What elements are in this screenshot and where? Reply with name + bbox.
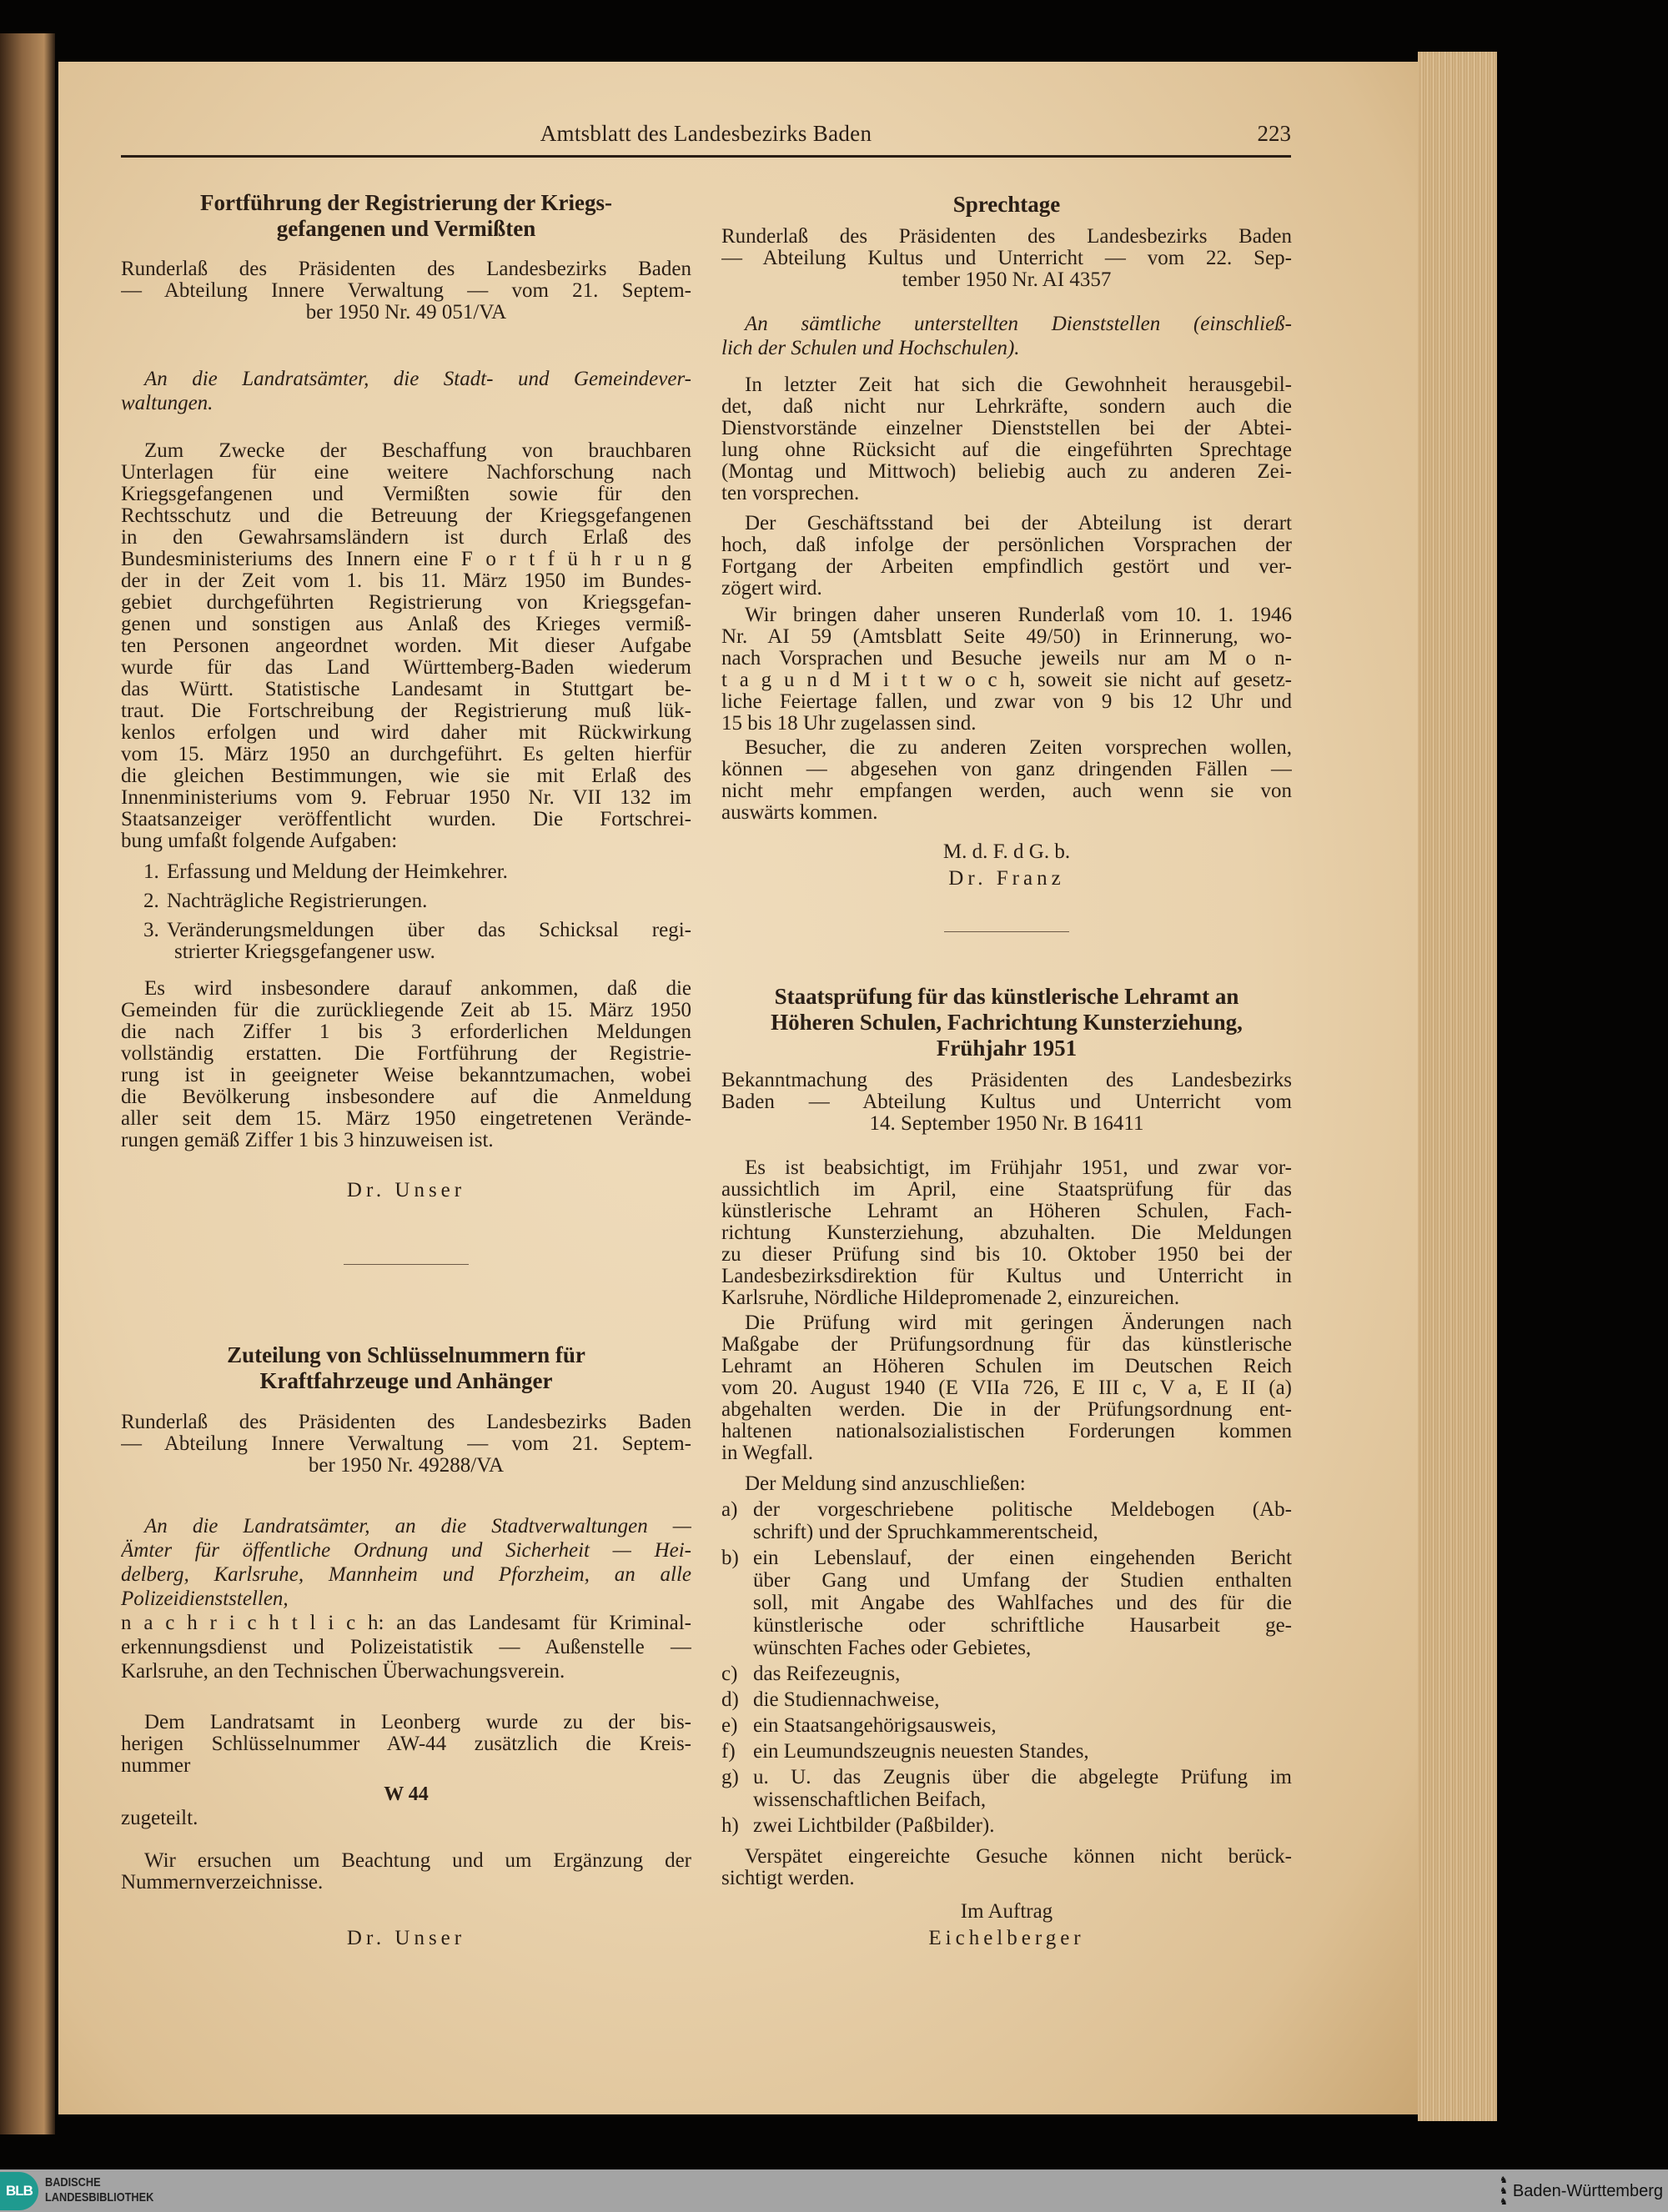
text-line: Runderlaß des Präsidenten des Landesbezirks Baden (121, 258, 691, 280)
text-line: erkennungsdienst und Polizeistatistik — Außenstelle — (121, 1636, 691, 1658)
article-title (121, 1342, 691, 1394)
text-line: t a g u n d M i t t w o c h, soweit sie nicht auf gesetz- (721, 670, 1292, 691)
list-item-label: 3. (143, 919, 159, 941)
addressee-note (121, 1514, 691, 1611)
text-line: Dr. Franz (948, 867, 1065, 890)
text-line: nummer (121, 1754, 191, 1777)
text-line: delberg, Karlsruhe, Mannheim und Pforzheim, an alle (121, 1563, 691, 1586)
list-item (721, 1663, 1292, 1685)
text-line: Ämter für öffentliche Ordnung und Sicherheit — Hei- (121, 1539, 691, 1562)
text-line: Innenministeriums vom 9. Februar 1950 Nr. VII 132 im (121, 787, 691, 809)
paragraph (721, 374, 1292, 504)
text-line: (Montag und Mittwoch) beliebig auch zu anderen Zei- (721, 461, 1292, 483)
list-item-label: g) (721, 1766, 739, 1788)
text-line: 15 bis 18 Uhr zugelassen sind. (721, 712, 977, 735)
text-line: M. d. F. d G. b. (942, 840, 1071, 863)
text-line: vollständig erstatten. Die Fortführung der Registrie- (121, 1043, 691, 1065)
text-line: waltungen. (121, 392, 214, 414)
text-line: Fortführung der Registrierung der Kriegs- (200, 190, 612, 215)
text-line: Frühjahr 1951 (936, 1036, 1078, 1061)
text-line: Landesbezirksdirektion für Kultus und Unterricht in (721, 1266, 1292, 1287)
signature-line (721, 1901, 1292, 1923)
text-line: herigen Schlüsselnummer AW-44 zusätzlich die Kreis- (121, 1733, 691, 1755)
decree-reference (721, 226, 1292, 291)
book-page-edges (1418, 52, 1497, 2121)
key-number (121, 1783, 691, 1805)
footer-bar (0, 2169, 1668, 2212)
text-line: Polizeidienststellen, (121, 1588, 289, 1610)
text-line: Dr. Unser (346, 1179, 466, 1201)
text-line: tember 1950 Nr. AI 4357 (902, 268, 1112, 291)
paragraph (721, 1312, 1292, 1464)
signature (721, 868, 1292, 890)
text-line: An sämtliche unterstellten Dienststellen (einschließ- (745, 313, 1292, 335)
text-line: zugeteilt. (121, 1807, 198, 1829)
list-item (721, 1714, 1292, 1737)
addressee-note (121, 1611, 691, 1683)
text-line: zwei Lichtbilder (Paßbilder). (753, 1814, 995, 1837)
blb-logo[interactable]: BLB (0, 2172, 38, 2210)
list-item-label: 2. (143, 890, 159, 912)
paragraph (721, 1473, 1292, 1495)
lion-icon: ♞ ♞ ♞ (1500, 2174, 1508, 2207)
paragraph (721, 737, 1292, 824)
text-line: Nummernverzeichnisse. (121, 1871, 324, 1893)
text-line: rungen gemäß Ziffer 1 bis 3 hinzuweisen ist. (121, 1129, 494, 1151)
text-line: lich der Schulen und Hochschulen). (721, 337, 1020, 359)
text-line: sichtigt werden. (721, 1867, 855, 1889)
signature (121, 1928, 691, 1949)
baden-wuerttemberg-logo[interactable] (1500, 2174, 1663, 2209)
text-line: ten vorsprechen. (721, 482, 860, 504)
text-line: det, daß nicht nur Lehrkräfte, sondern auch die (721, 396, 1292, 418)
text-line: — Abteilung Innere Verwaltung — vom 21. Septem- (121, 280, 691, 302)
text-line: die Bevölkerung insbesondere auf die Anmeldung (121, 1086, 691, 1108)
list-item-label: 1. (143, 860, 159, 883)
text-line: An die Landratsämter, an die Stadtverwaltungen — (144, 1515, 691, 1537)
section-divider (944, 931, 1069, 932)
text-line: aller seit dem 15. März 1950 eingetretenen Verände- (121, 1108, 691, 1130)
paragraph (721, 604, 1292, 735)
text-line: Verspätet eingereichte Gesuche können nicht berück- (745, 1846, 1292, 1868)
text-line: in den Gewahrsamsländern ist durch Erlaß des (121, 527, 691, 549)
paragraph (721, 513, 1292, 599)
list-item (721, 1766, 1292, 1811)
text-line: ein Staatsangehörigsausweis, (753, 1714, 997, 1737)
text-line: Lehramt an Höheren Schulen im Deutschen Reich (721, 1356, 1292, 1377)
list-item (121, 861, 691, 883)
text-line: ber 1950 Nr. 49288/VA (308, 1454, 505, 1477)
text-line: 14. September 1950 Nr. B 16411 (869, 1112, 1144, 1135)
text-line: Es wird insbesondere darauf ankommen, daß die (144, 978, 691, 1000)
text-line: können — abgesehen von ganz dringenden Fällen — (721, 759, 1292, 780)
text-line: u. U. das Zeugnis über die abgelegte Prüfung im (753, 1766, 1292, 1788)
text-line: Nachträgliche Registrierungen. (167, 890, 428, 912)
text-line: das Württ. Statistische Landesamt in Stuttgart be- (121, 679, 691, 700)
paragraph (121, 1808, 691, 1829)
text-line: Rechtsschutz und die Betreuung der Kriegsgefangenen (121, 505, 691, 527)
running-header (121, 121, 1291, 151)
text-line: lung ohne Rücksicht auf die eingeführten Sprechtage (721, 439, 1292, 461)
library-name-line2: LANDESBIBLIOTHEK (45, 2190, 154, 2204)
list-item-label: b) (721, 1547, 739, 1569)
text-line: W 44 (384, 1783, 429, 1805)
text-line: zu dieser Prüfung sind bis 10. Oktober 1950 bei der (721, 1244, 1292, 1266)
addressee-note (121, 367, 691, 415)
text-line: Unterlagen für eine weitere Nachforschung nach (121, 462, 691, 484)
text-line: vom 15. März 1950 an durchgeführt. Es gelten hierfür (121, 744, 691, 765)
text-line: die nach Ziffer 1 bis 3 erforderlichen Meldungen (121, 1021, 691, 1043)
paragraph (121, 440, 691, 852)
text-line: Zum Zwecke der Beschaffung von brauchbaren (144, 440, 691, 462)
text-line: Bundesministeriums des Innern eine F o r t f ü h r u n g (121, 549, 691, 570)
text-line: genen und sonstigen aus Anlaß des Krieges vermiß- (121, 614, 691, 635)
signature (721, 1928, 1292, 1949)
text-line: zögert wird. (721, 577, 822, 599)
text-line: Kraftfahrzeuge und Anhänger (259, 1368, 553, 1393)
text-line: bung umfaßt folgende Aufgaben: (121, 830, 398, 852)
list-item (721, 1498, 1292, 1543)
text-line: Baden — Abteilung Kultus und Unterricht vom (721, 1091, 1292, 1113)
text-line: richtung Kunsterziehung, abzuhalten. Die Meldungen (721, 1222, 1292, 1244)
text-line: das Reifezeugnis, (753, 1663, 901, 1685)
text-line: In letzter Zeit hat sich die Gewohnheit herausgebil- (745, 374, 1292, 396)
text-line: ein Lebenslauf, der einen eingehenden Bericht (753, 1547, 1292, 1569)
signature-line (721, 841, 1292, 863)
text-line: Veränderungsmeldungen über das Schicksal regi- (167, 920, 691, 941)
text-line: die gleichen Bestimmungen, wie sie mit Erlaß des (121, 765, 691, 787)
text-line: Staatsprüfung für das künstlerische Lehramt an (774, 984, 1239, 1009)
list-item-label: e) (721, 1714, 738, 1737)
state-name: Baden-Württemberg (1512, 2181, 1663, 2200)
list-item (721, 1688, 1292, 1711)
library-name-line1: BADISCHE (45, 2175, 101, 2189)
text-line: Kriegsgefangenen und Vermißten sowie für den (121, 484, 691, 505)
text-line: soll, mit Angabe des Wahlfaches und des für die (753, 1592, 1292, 1614)
page-number: 223 (1257, 121, 1291, 146)
list-item-label: f) (721, 1740, 736, 1763)
text-line: An die Landratsämter, die Stadt- und Gemeindever- (144, 368, 691, 390)
paragraph (121, 1712, 691, 1777)
text-line: liche Feiertage fallen, und zwar von 9 bis 12 Uhr und (721, 691, 1292, 713)
text-line: schrift) und der Spruchkammerentscheid, (753, 1521, 1098, 1543)
section-divider (344, 1264, 469, 1265)
text-line: Dr. Unser (346, 1927, 466, 1949)
text-line: Nr. AI 59 (Amtsblatt Seite 49/50) in Erinnerung, wo- (721, 626, 1292, 648)
text-line: Im Auftrag (960, 1900, 1053, 1923)
text-line: künstlerische oder schriftliche Hausarbeit ge- (753, 1614, 1292, 1637)
paragraph (121, 978, 691, 1151)
list-item-label: a) (721, 1498, 738, 1521)
text-line: Karlsruhe, Nördliche Hildepromenade 2, einzureichen. (721, 1287, 1180, 1309)
journal-title: Amtsblatt des Landesbezirks Baden (540, 121, 872, 146)
text-line: wünschten Faches oder Gebietes, (753, 1637, 1032, 1659)
text-line: ten Personen angeordnet worden. Mit dieser Aufgabe (121, 635, 691, 657)
text-line: Erfassung und Meldung der Heimkehrer. (167, 860, 508, 883)
text-line: aussichtlich im April, eine Staatsprüfung für das (721, 1179, 1292, 1201)
list-item (121, 890, 691, 912)
paragraph (721, 1846, 1292, 1889)
list-item (721, 1740, 1292, 1763)
previous-page-edge (0, 33, 55, 2134)
text-line: ein Leumundszeugnis neuesten Standes, (753, 1740, 1089, 1763)
list-item (121, 920, 691, 963)
text-line: Der Meldung sind anzuschließen: (745, 1472, 1026, 1495)
decree-reference (121, 1412, 691, 1477)
text-line: der in der Zeit vom 1. bis 11. März 1950 im Bundes- (121, 570, 691, 592)
text-line: Dienstvorstände einzelner Dienststellen bei der Abtei- (721, 418, 1292, 439)
text-line: vom 20. August 1940 (E VIIa 726, E III c, V a, E II (a) (721, 1377, 1292, 1399)
text-line: Staatsanzeiger veröffentlicht wurden. Die Fortschrei- (121, 809, 691, 830)
decree-reference (121, 258, 691, 324)
article-title (121, 190, 691, 242)
text-line: kenlos erfolgen und wird daher mit Rückwirkung (121, 722, 691, 744)
text-line: Der Geschäftsstand bei der Abteilung ist derart (745, 513, 1292, 534)
text-line: Wir ersuchen um Beachtung und um Ergänzung der (144, 1850, 691, 1872)
paragraph (721, 1157, 1292, 1309)
text-line: gebiet durchgeführten Registrierung von Kriegsgefan- (121, 592, 691, 614)
list-item-label: d) (721, 1688, 739, 1711)
text-line: Gemeinden für die zurückliegende Zeit ab 15. März 1950 (121, 1000, 691, 1021)
article-title (721, 984, 1292, 1061)
text-line: wissenschaftlichen Beifach, (753, 1788, 987, 1811)
text-line: Karlsruhe, an den Technischen Überwachungsverein. (121, 1660, 565, 1683)
text-line: in Wegfall. (721, 1442, 813, 1464)
text-line: nach Vorsprachen und Besuche jeweils nur am M o n- (721, 648, 1292, 670)
text-line: Bekanntmachung des Präsidenten des Landesbezirks (721, 1070, 1292, 1091)
text-line: Sprechtage (952, 192, 1061, 217)
article-title (721, 192, 1292, 218)
signature (121, 1180, 691, 1201)
text-line: abgehalten werden. Die in der Prüfungsordnung ent- (721, 1399, 1292, 1421)
decree-reference (721, 1070, 1292, 1135)
list-item-label: h) (721, 1814, 739, 1837)
text-line: gefangenen und Vermißten (276, 216, 536, 241)
list-item-label: c) (721, 1663, 738, 1685)
text-line: — Abteilung Innere Verwaltung — vom 21. Septem- (121, 1433, 691, 1455)
text-line: Die Prüfung wird mit geringen Änderungen nach (745, 1312, 1292, 1334)
text-line: Zuteilung von Schlüsselnummern für (227, 1342, 585, 1367)
list-item (721, 1547, 1292, 1659)
text-line: wurde für das Land Württemberg-Baden wiederum (121, 657, 691, 679)
text-line: Besucher, die zu anderen Zeiten vorsprechen wollen, (745, 737, 1292, 759)
paragraph (121, 1850, 691, 1893)
text-line: rung ist in geeigneter Weise bekanntzumachen, wobei (121, 1065, 691, 1086)
text-line: Eichelberger (928, 1927, 1085, 1949)
text-line: Runderlaß des Präsidenten des Landesbezirks Baden (121, 1412, 691, 1433)
text-line: die Studiennachweise, (753, 1688, 940, 1711)
text-line: über Gang und Umfang der Studien enthalten (753, 1569, 1292, 1592)
text-line: auswärts kommen. (721, 801, 878, 824)
text-line: Runderlaß des Präsidenten des Landesbezirks Baden (721, 226, 1292, 248)
text-line: strierter Kriegsgefangener usw. (174, 940, 435, 963)
text-line: Fortgang der Arbeiten empfindlich gestört und ver- (721, 556, 1292, 578)
text-line: Höheren Schulen, Fachrichtung Kunsterziehung, (771, 1010, 1243, 1035)
library-name (45, 2175, 153, 2205)
addressee-note (721, 312, 1292, 360)
text-line: hoch, daß infolge der persönlichen Vorsprachen der (721, 534, 1292, 556)
text-line: Wir bringen daher unseren Runderlaß vom 10. 1. 1946 (745, 604, 1292, 626)
text-line: n a c h r i c h t l i c h: an das Landesamt für Kriminal- (121, 1612, 691, 1634)
text-line: traut. Die Fortschreibung der Registrierung muß lük- (121, 700, 691, 722)
text-line: haltenen nationalsozialistischen Forderungen kommen (721, 1421, 1292, 1442)
text-line: nicht mehr empfangen werden, auch wenn sie von (721, 780, 1292, 802)
text-line: Es ist beabsichtigt, im Frühjahr 1951, und zwar vor- (745, 1157, 1292, 1179)
header-rule (121, 155, 1291, 158)
text-line: der vorgeschriebene politische Meldebogen (Ab- (753, 1498, 1292, 1521)
list-item (721, 1814, 1292, 1837)
text-line: — Abteilung Kultus und Unterricht — vom 22. Sep- (721, 248, 1292, 269)
text-line: ber 1950 Nr. 49 051/VA (305, 301, 507, 324)
text-line: künstlerische Lehramt an Höheren Schulen, Fach- (721, 1201, 1292, 1222)
text-line: Maßgabe der Prüfungsordnung für das künstlerische (721, 1334, 1292, 1356)
text-line: Dem Landratsamt in Leonberg wurde zu der bis- (144, 1712, 691, 1733)
